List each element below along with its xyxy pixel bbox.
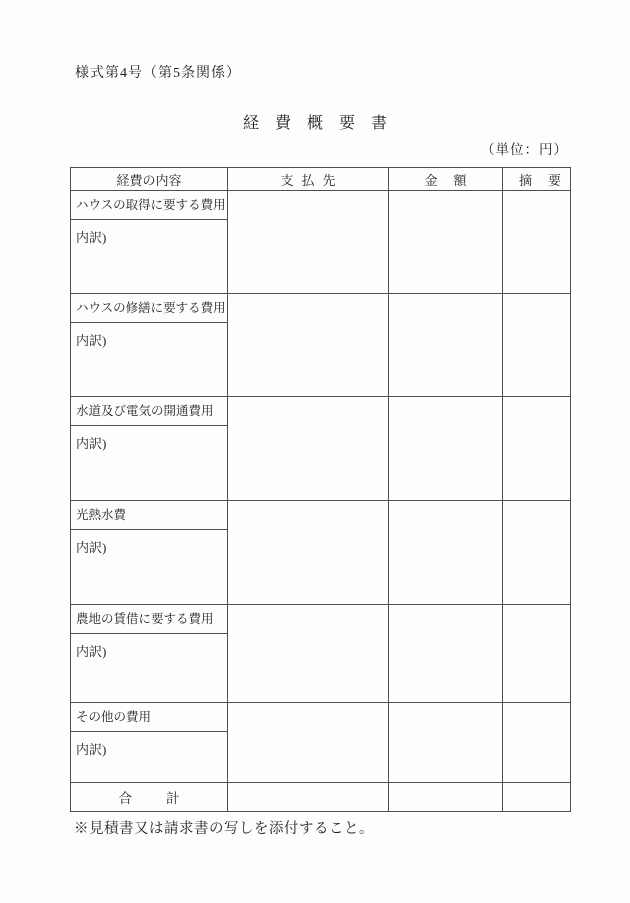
header-remarks: 摘要 [503,168,571,191]
header-payee: 支払先 [228,168,389,191]
expense-content-cell [71,501,228,605]
unit-label: （単位：円） [481,142,568,157]
expense-content-cell [71,294,228,397]
amount-cell [389,294,503,397]
remarks-cell [503,605,571,703]
breakdown-label: 内訳) [76,742,107,757]
expense-label: ハウスの修繕に要する費用 [71,294,227,323]
payee-cell [228,703,389,783]
table-row [71,294,571,397]
payee-cell [228,605,389,703]
amount-cell [389,703,503,783]
breakdown-label: 内訳) [76,436,107,451]
payee-cell [228,294,389,397]
table-row [71,501,571,605]
expense-content-cell [71,191,228,294]
expense-label: その他の費用 [71,703,227,732]
total-row [71,783,571,812]
expense-content-cell [71,703,228,783]
page-title: 経費概要書 [242,115,403,132]
expense-label: 光熱水費 [71,501,227,530]
breakdown-label: 内訳) [76,644,107,659]
expense-content-cell [71,397,228,501]
amount-cell [389,397,503,501]
table-row [71,397,571,501]
amount-cell [389,191,503,294]
remarks-cell [503,703,571,783]
expense-label: 農地の賃借に要する費用 [71,605,227,634]
amount-cell [389,605,503,703]
form-number: 様式第4号（第5条関係） [75,66,241,81]
table-row [71,703,571,783]
payee-cell [228,501,389,605]
breakdown-label: 内訳) [76,540,107,555]
amount-cell [389,501,503,605]
expense-label: ハウスの取得に要する費用 [71,191,227,220]
total-amount-cell [389,783,503,812]
expense-table-header [71,168,578,191]
header-amount: 金額 [389,168,503,191]
footnote: ※見積書又は請求書の写しを添付すること。 [74,821,374,837]
payee-cell [228,397,389,501]
remarks-cell [503,294,571,397]
remarks-cell [503,501,571,605]
header-content: 経費の内容 [71,168,228,191]
expense-table-footer [71,783,571,812]
expense-label: 水道及び電気の開通費用 [71,397,227,426]
remarks-cell [503,397,571,501]
payee-cell [228,191,389,294]
remarks-cell [503,191,571,294]
table-row [71,605,571,703]
total-payee-cell [228,783,389,812]
expense-content-cell [71,605,228,703]
header-row [71,168,571,191]
table-row [71,191,571,294]
total-label: 合計 [71,783,228,812]
expense-table-body [71,191,571,783]
expense-table [70,167,578,812]
breakdown-label: 内訳) [76,230,107,245]
total-remarks-cell [503,783,571,812]
breakdown-label: 内訳) [76,333,107,348]
